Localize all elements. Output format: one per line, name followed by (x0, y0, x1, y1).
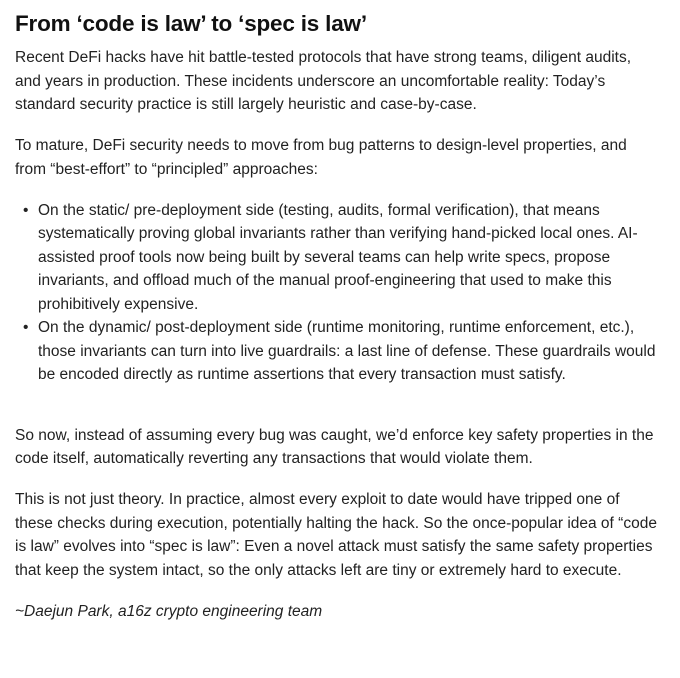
page-title: From ‘code is law’ to ‘spec is law’ (15, 11, 367, 36)
closing-paragraph-1: So now, instead of assuming every bug was caught, we’d enforce key safety properties in the code itself, automatically reverting any transactions that would violate them. (15, 426, 654, 467)
author-signature: ~Daejun Park, a16z crypto engineering team (15, 602, 323, 620)
list-item-dynamic-side: • On the dynamic/ post-deployment side (runtime monitoring, runtime enforcement, etc.), those invariants can turn into live guardrails: a last line of defense. These guardrails would be encoded directly as runtime assertions that every transaction must satisfy. (38, 316, 660, 387)
bullet-list (15, 199, 660, 387)
closing-paragraph-2: This is not just theory. In practice, almost every exploit to date would have tripped one of these checks during execution, potentially halting the hack. So the once-popular idea of “code is law” evolves into “spec is law”: Even a novel attack must satisfy the same safety properties that keep the system intact, so the only attacks left are tiny or extremely hard to execute. (15, 491, 657, 579)
intro-paragraph-1: Recent DeFi hacks have hit battle-tested protocols that have strong teams, diligent audits, and years in production. These incidents underscore an uncomfortable reality: Today’s standard security practice is still largely heuristic and case-by-case. (15, 49, 632, 113)
intro-paragraph-2: To mature, DeFi security needs to move from bug patterns to design-level properties, and from “best-effort” to “principled” approaches: (15, 137, 627, 178)
list-item-static-side: • On the static/ pre-deployment side (testing, audits, formal verification), that means systematically proving global invariants rather than verifying hand-picked local ones. AI-assisted proof tools now being built by several teams can help write specs, propose invariants, and offload much of the manual proof-engineering that used to make this prohibitively expensive. (38, 199, 660, 317)
